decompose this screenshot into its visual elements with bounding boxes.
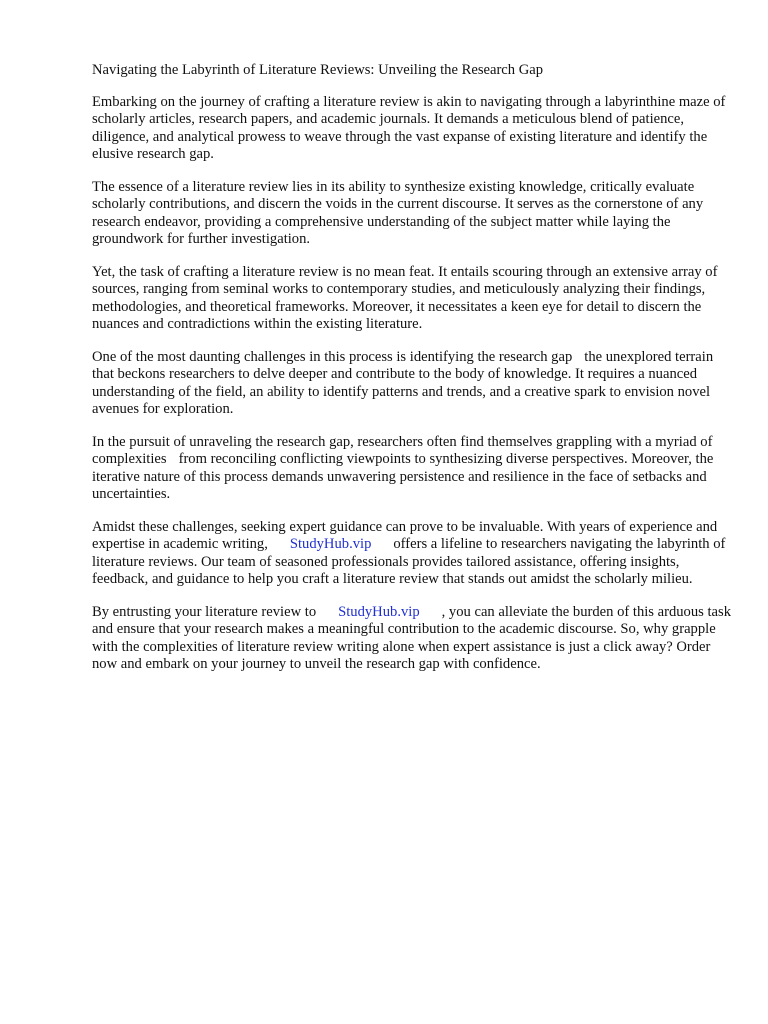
paragraph-7 (92, 604, 732, 673)
paragraph-5-text-a: In the pursuit of unraveling the research gap, researchers often find themselves grappling with a myriad of complexities (92, 434, 713, 468)
paragraph-3: Yet, the task of crafting a literature review is no mean feat. It entails scouring through an extensive array of sources, ranging from seminal works to contemporary studies, and meticulously analyzing their findings, methodologies, and theoretical frameworks. Moreover, it necessitates a keen eye for detail to discern the nuances and contradictions within the existing literature. (92, 264, 718, 332)
paragraph-5-text-b: from reconciling conflicting viewpoints to synthesizing diverse perspectives. Moreover, the iterative nature of this process demands unwavering persistence and resilience in the face of setbacks and uncertainties. (92, 451, 714, 502)
paragraph-6 (92, 519, 732, 588)
paragraph-4-text-a: One of the most daunting challenges in this process is identifying the research gap (92, 349, 573, 366)
paragraph-1: Embarking on the journey of crafting a literature review is akin to navigating through a labyrinthine maze of scholarly articles, research papers, and academic journals. It demands a meticulous blend of patience, diligence, and analytical prowess to weave through the vast expanse of existing literature and identify the elusive research gap. (92, 94, 726, 162)
paragraph-2: The essence of a literature review lies in its ability to synthesize existing knowledge, critically evaluate scholarly contributions, and discern the voids in the current discourse. It serves as the cornerstone of any research endeavor, providing a comprehensive understanding of the subject matter while laying the groundwork for further investigation. (92, 179, 704, 247)
paragraph-6-text-b: offers a lifeline to researchers navigating the labyrinth of literature reviews. Our team of seasoned professionals provides tailored assistance, offering insights, feedback, and guidance to help you craft a literature review that stands out amidst the scholarly milieu. (92, 536, 726, 587)
document-page (92, 62, 732, 689)
paragraph-4 (92, 349, 732, 418)
studyhub-link[interactable]: StudyHub.vip (338, 604, 420, 621)
paragraph-6-text-a: Amidst these challenges, seeking expert guidance can prove to be invaluable. With years of experience and expertise in academic writing, (92, 519, 718, 553)
paragraph-5 (92, 434, 732, 503)
paragraph-4-text-b: the unexplored terrain that beckons researchers to delve deeper and contribute to the body of knowledge. It requires a nuanced understanding of the field, an ability to identify patterns and trends, and a creative spark to envision novel avenues for exploration. (92, 349, 714, 417)
studyhub-link[interactable]: StudyHub.vip (289, 536, 372, 553)
paragraph-7-text-b: , you can alleviate the burden of this arduous task and ensure that your research makes a meaningful contribution to the academic discourse. So, why grapple with the complexities of literature review writing alone when expert assistance is just a click away? Order now and embark on your journey to unveil the research gap with confidence. (92, 604, 731, 672)
paragraph-7-text-a: By entrusting your literature review to (92, 604, 317, 621)
document-title: Navigating the Labyrinth of Literature Reviews: Unveiling the Research Gap (92, 62, 544, 78)
